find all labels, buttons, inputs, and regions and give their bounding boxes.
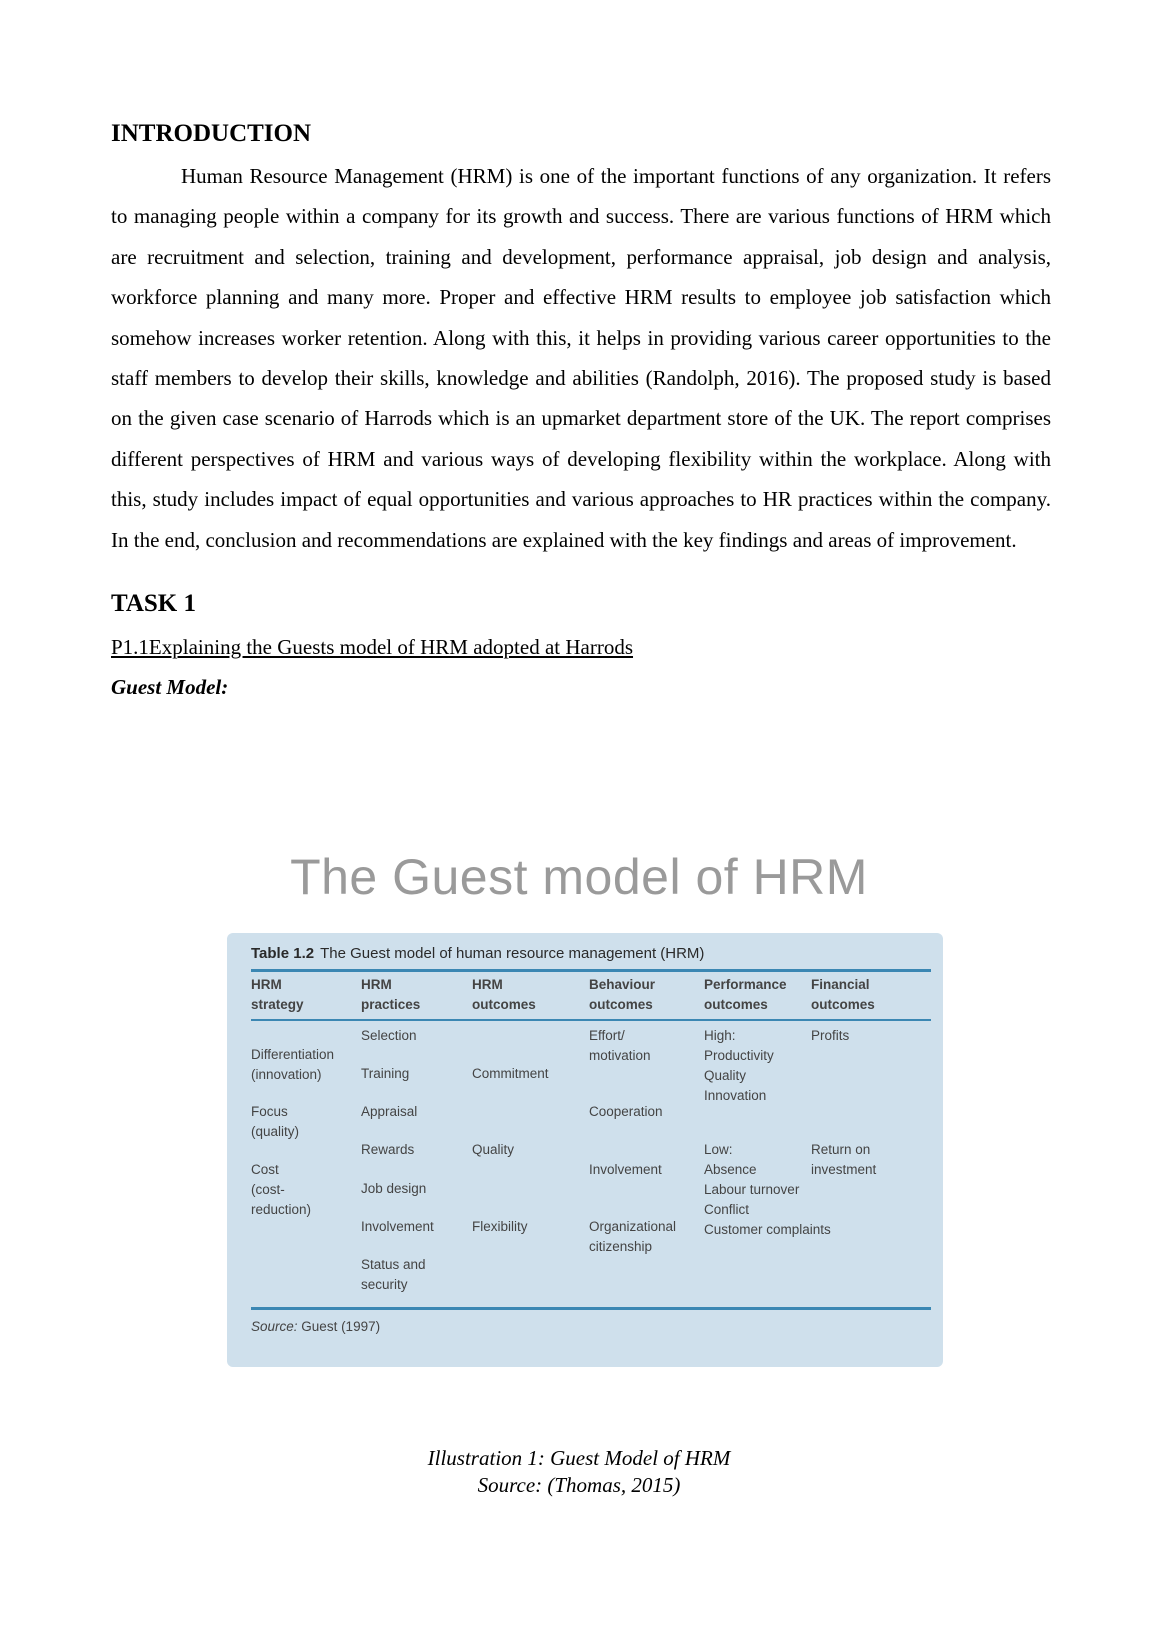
illustration-source: Source: (Thomas, 2015) bbox=[477, 1473, 681, 1497]
header-behaviour-outcomes: Behaviour outcomes bbox=[589, 977, 656, 1012]
table-source-value: Guest (1997) bbox=[301, 1319, 381, 1334]
task-heading: TASK 1 bbox=[111, 590, 196, 618]
practice-selection: Selection bbox=[361, 1028, 417, 1043]
introduction-paragraph: Human Resource Management (HRM) is one of the important functions of any organization. It refers to managing people within a company for its growth and success. There are various functions of HRM which are recruitment and selection, training and development, performance appraisal, job design and analysis, workforce planning and many more. Proper and effective HRM results to employee job satisfaction which somehow increases worker retention. Along with this, it helps in providing various career opportunities to the staff members to develop their skills, knowledge and abilities (Randolph, 2016). The proposed study is based on the given case scenario of Harrods which is an upmarket department store of the UK. The report comprises different perspectives of HRM and various ways of developing flexibility within the workplace. Along with this, study includes impact of equal opportunities and various approaches to HR practices within the company. In the end, conclusion and recommendations are explained with the key findings and areas of improvement. bbox=[111, 164, 1051, 552]
header-hrm-practices: HRM practices bbox=[361, 977, 421, 1012]
practice-involvement: Involvement bbox=[361, 1219, 434, 1234]
performance-high: High: Productivity Quality Innovation bbox=[704, 1028, 774, 1103]
table-caption-text: The Guest model of human resource management (HRM) bbox=[320, 945, 705, 962]
header-financial-outcomes: Financial outcomes bbox=[811, 977, 875, 1012]
strategy-cost: Cost (cost- reduction) bbox=[251, 1162, 312, 1217]
performance-low: Low: Absence Labour turnover Conflict Customer complaints bbox=[704, 1142, 831, 1237]
practice-appraisal: Appraisal bbox=[361, 1104, 418, 1119]
practice-training: Training bbox=[361, 1066, 410, 1081]
outcome-flexibility: Flexibility bbox=[472, 1219, 528, 1234]
behaviour-involvement: Involvement bbox=[589, 1162, 662, 1177]
document-body bbox=[111, 118, 1051, 702]
guest-model-label: Guest Model: bbox=[111, 675, 229, 700]
figure-title: The Guest model of HRM bbox=[290, 849, 868, 905]
table-source-label: Source: bbox=[251, 1319, 298, 1334]
header-hrm-outcomes: HRM outcomes bbox=[472, 977, 536, 1012]
table-caption bbox=[251, 945, 704, 962]
practice-rewards: Rewards bbox=[361, 1142, 415, 1157]
outcome-commitment: Commitment bbox=[472, 1066, 549, 1081]
table-number: Table 1.2 bbox=[251, 945, 315, 962]
illustration-caption: Illustration 1: Guest Model of HRM bbox=[427, 1446, 731, 1470]
strategy-focus: Focus (quality) bbox=[251, 1104, 300, 1139]
behaviour-citizenship: Organizational citizenship bbox=[589, 1219, 677, 1254]
practice-status-security: Status and security bbox=[361, 1257, 426, 1292]
task-subheading: P1.1Explaining the Guests model of HRM adopted at Harrods bbox=[111, 635, 634, 660]
behaviour-cooperation: Cooperation bbox=[589, 1104, 663, 1119]
table-header-rule bbox=[251, 1019, 931, 1021]
header-performance-outcomes: Performance outcomes bbox=[704, 977, 787, 1012]
table-top-rule bbox=[251, 969, 931, 972]
practice-job-design: Job design bbox=[361, 1181, 427, 1196]
guest-model-table-image bbox=[227, 933, 943, 1367]
financial-roi: Return on investment bbox=[811, 1142, 877, 1177]
table-source bbox=[251, 1319, 380, 1334]
outcome-quality: Quality bbox=[472, 1142, 515, 1157]
header-hrm-strategy: HRM strategy bbox=[251, 977, 304, 1012]
behaviour-effort: Effort/ motivation bbox=[589, 1028, 651, 1063]
introduction-heading: INTRODUCTION bbox=[111, 120, 312, 147]
strategy-differentiation: Differentiation (innovation) bbox=[251, 1047, 335, 1082]
table-bottom-rule bbox=[251, 1307, 931, 1310]
financial-profits: Profits bbox=[811, 1028, 850, 1043]
